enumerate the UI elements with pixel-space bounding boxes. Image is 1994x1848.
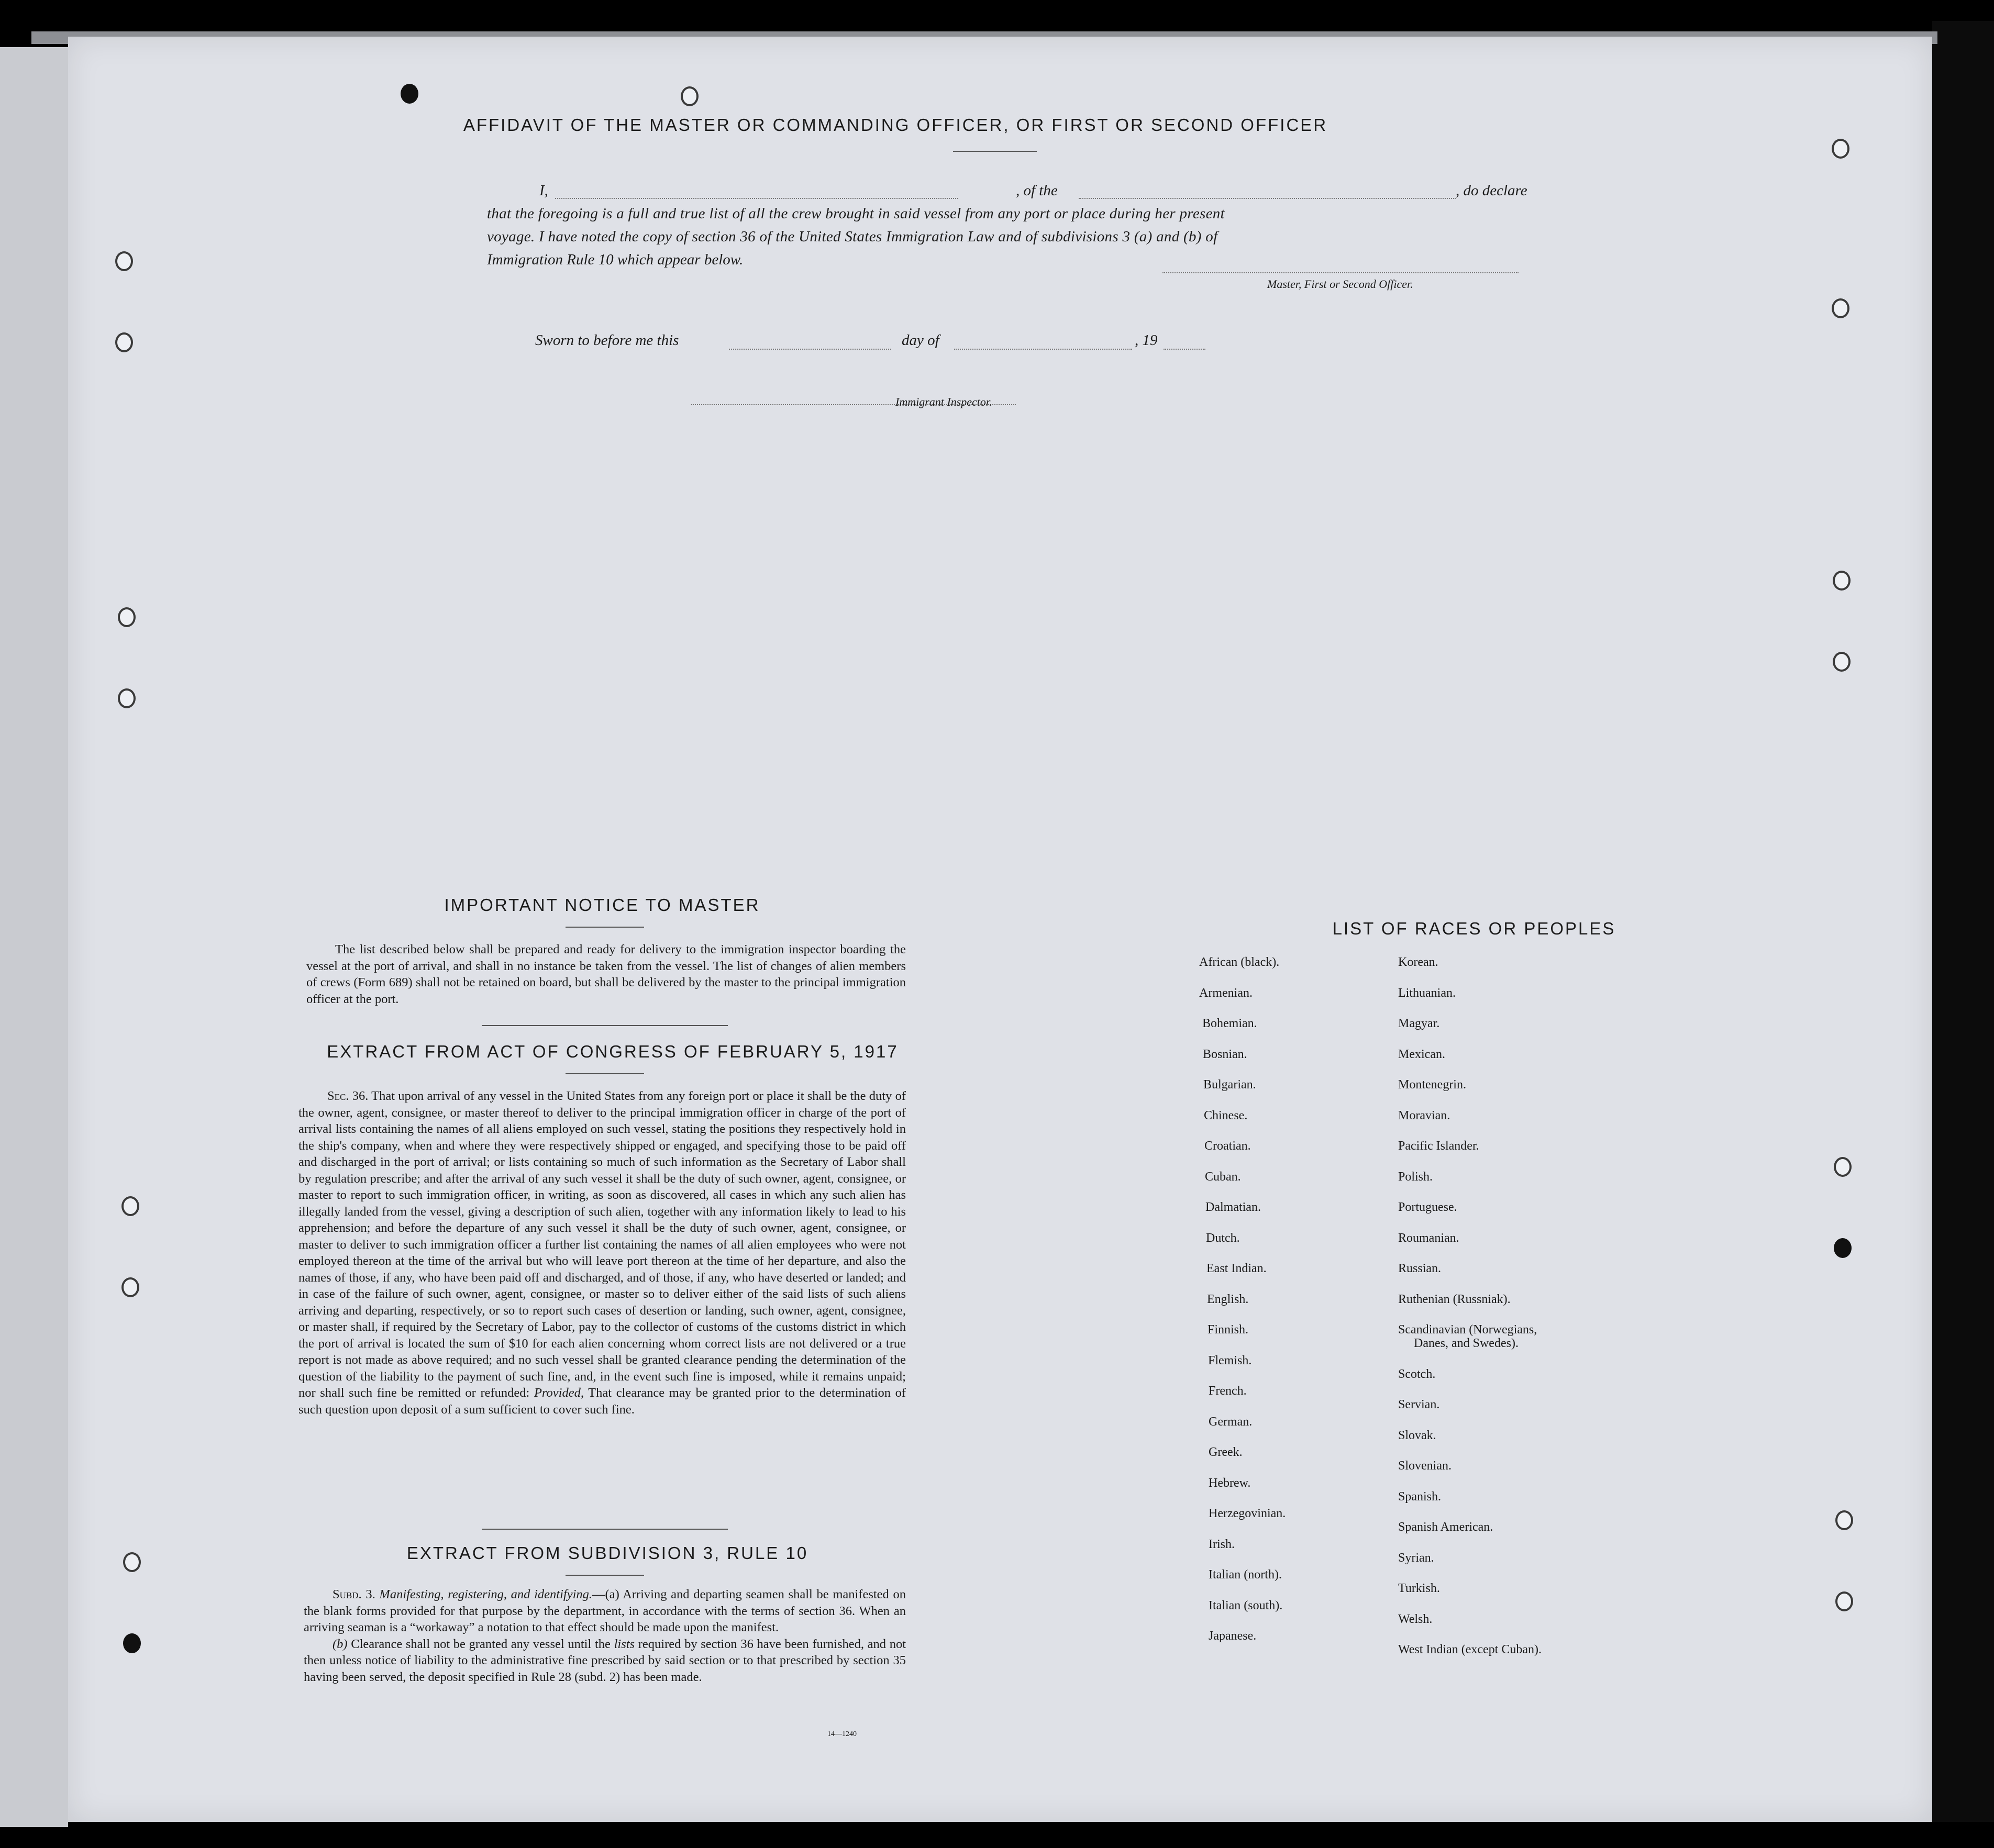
race-item: Japanese. (1209, 1629, 1257, 1643)
race-item: Korean. (1398, 955, 1438, 969)
race-item: Irish. (1209, 1537, 1235, 1551)
notice-title: IMPORTANT NOTICE TO MASTER (444, 895, 760, 915)
race-item: Slovak. (1398, 1428, 1436, 1442)
divider (566, 1575, 644, 1576)
punch-hole (118, 607, 136, 627)
race-item: Herzegovinian. (1209, 1507, 1286, 1520)
races-right-column (1398, 955, 1723, 1720)
divider (953, 151, 1037, 152)
divider (566, 1073, 644, 1074)
race-item: Scandinavian (Norwegians, (1398, 1323, 1537, 1337)
punch-hole (118, 688, 136, 708)
punch-hole (1835, 1591, 1853, 1611)
races-left-column (1199, 955, 1398, 1720)
race-item: Cuban. (1205, 1170, 1241, 1184)
race-item: Flemish. (1208, 1353, 1252, 1367)
race-item: Moravian. (1398, 1108, 1450, 1122)
punch-hole (123, 1633, 141, 1653)
race-item: Polish. (1398, 1170, 1433, 1184)
punch-hole (115, 332, 133, 352)
rule-para-b (304, 1636, 906, 1686)
race-item: Croatian. (1204, 1139, 1251, 1153)
race-item: Welsh. (1398, 1612, 1433, 1626)
race-item: Danes, and Swedes). (1414, 1337, 1519, 1350)
do-declare-label: , do declare (1456, 182, 1527, 199)
section-label: Sec. 36. (327, 1089, 369, 1103)
race-item: Chinese. (1204, 1108, 1248, 1122)
declaration-line: that the foregoing is a full and true list of all the crew brought in said vessel from any port or place during her present (487, 205, 1225, 222)
race-item: Magyar. (1398, 1017, 1440, 1030)
act-paragraph (298, 1088, 906, 1418)
sworn-month-field[interactable] (954, 329, 1132, 350)
document-page (68, 37, 1932, 1822)
races-title: LIST OF RACES OR PEOPLES (1332, 919, 1616, 938)
inspector-caption: Immigrant Inspector. (895, 395, 992, 408)
race-item: Ruthenian (Russniak). (1398, 1292, 1511, 1306)
para-b-lists: lists (614, 1637, 635, 1651)
notice-body (306, 941, 906, 1007)
race-item: East Indian. (1206, 1262, 1267, 1275)
act-extract-title: EXTRACT FROM ACT OF CONGRESS OF FEBRUARY 5, 1917 (327, 1042, 899, 1061)
punch-hole (681, 86, 699, 106)
punch-hole (123, 1552, 141, 1572)
rule-extract-body (304, 1586, 906, 1685)
race-item: Spanish. (1398, 1489, 1442, 1504)
act-text: That upon arrival of any vessel in the United States from any foreign port or place it shall be the duty of the owner, agent, consignee, or master thereof to deliver to the principal immigration officer in charge of the port of arrival lists containing the names of all aliens employed on such vessel, stating the positions they respectively hold in the ship's company, when and where they were respectively shipped or engaged, and specifying those to be paid off and discharged in the port of arrival; or lists containing so much of such information as the Secretary of Labor shall by regulation prescribe; and after the arrival of any such vessel it shall be the duty of such owner, agent, consignee, or master to report to such immigration officer, in writing, as soon as discovered, all cases in which any such alien has illegally landed from the vessel, giving a description of such alien, together with any information likely to lead to his apprehension; and before the departure of any such vessel it shall be the duty of such owner, agent, consignee, or master to deliver to such immigration officer a further list containing the names of all alien employees who were not employed thereon at the time of the arrival but who will leave port thereon at the time of her departure, and also the names of those, if any, who have been paid off and discharged, and of those, if any, who have deserted or landed; and in case of the failure of such owner, agent, consignee, or master so to deliver either of the said lists of such aliens arriving and departing, respectively, or so to report such cases of desertion or landing, such owner, agent, consignee, or master shall, if required by the Secretary of Labor, pay to the collector of customs of the customs district in which the port of arrival is located the sum of $10 for each alien concerning whom correct lists are not delivered or a true report is not made as above required; and no such vessel shall be granted clearance pending the determination of the question of the liability to the payment of such fine, and, in the event such fine is imposed, while it remains unpaid; nor shall such fine be remitted or refunded: (298, 1089, 906, 1400)
race-item: Finnish. (1208, 1323, 1249, 1337)
affidavit-title: AFFIDAVIT OF THE MASTER OR COMMANDING OFFICER, OR FIRST OR SECOND OFFICER (463, 115, 1328, 135)
race-item: West Indian (except Cuban). (1398, 1643, 1542, 1656)
race-item: Greek. (1209, 1445, 1243, 1459)
year-label: , 19 (1135, 332, 1158, 349)
of-the-label: , of the (1016, 182, 1058, 199)
race-item: Hebrew. (1209, 1476, 1251, 1490)
race-item: Slovenian. (1398, 1459, 1452, 1473)
race-item: English. (1207, 1292, 1249, 1306)
race-item: Spanish American. (1398, 1520, 1493, 1534)
day-of-label: day of (902, 332, 939, 349)
race-item: Dalmatian. (1205, 1200, 1261, 1214)
race-item: Portuguese. (1398, 1200, 1457, 1214)
punch-hole (1834, 1238, 1852, 1258)
provided-text: That clearance may be granted prior to the determination of such question upon deposit of a sum sufficient to cover such fine. (298, 1386, 906, 1417)
race-item: Roumanian. (1398, 1231, 1459, 1245)
race-item: African (black). (1199, 955, 1280, 969)
race-item: Scotch. (1398, 1367, 1436, 1381)
punch-hole (1835, 1510, 1853, 1530)
affidavit-declaration (487, 179, 1560, 271)
para-b-text: Clearance shall not be granted any vessel until the (351, 1637, 611, 1651)
race-item: Armenian. (1199, 986, 1253, 1000)
vessel-name-field[interactable] (1079, 179, 1456, 199)
punch-hole (121, 1196, 139, 1216)
race-item: Servian. (1398, 1398, 1440, 1411)
subd-label: Subd. 3. (333, 1587, 375, 1601)
divider (482, 1529, 728, 1530)
race-item: Russian. (1398, 1262, 1442, 1275)
para-a-text: —(a) Arriving and departing seamen shall be manifested on the blank forms provided for that purpose by the department, in accordance with the terms of section 36. When an arriving seaman is a “workaway” a notation to that effect should be made upon the manifest. (304, 1587, 906, 1634)
race-item: French. (1209, 1384, 1247, 1398)
divider (482, 1025, 728, 1026)
notice-text: The list described below shall be prepared and ready for delivery to the immigration inspector boarding the vessel at the port of arrival, and shall in no instance be taken from the vessel. The list of changes of alien members of crews (Form 689) shall not be retained on board, but shall be delivered by the master to the principal immigration officer at the port. (306, 942, 906, 1006)
race-item: Italian (north). (1209, 1568, 1282, 1582)
race-item: German. (1209, 1415, 1253, 1429)
divider (566, 927, 644, 928)
race-item: Montenegrin. (1398, 1078, 1466, 1092)
sworn-year-field[interactable] (1164, 329, 1205, 350)
race-item: Lithuanian. (1398, 986, 1456, 1000)
declaration-line: voyage. I have noted the copy of section 36 of the United States Immigration Law and of subdivisions 3 (a) and (b) of (487, 228, 1218, 245)
form-number: 14—1240 (827, 1730, 857, 1738)
right-margin-dark (1932, 21, 1994, 1822)
declaration-line: Immigration Rule 10 which appear below. (487, 251, 744, 268)
master-signature-caption: Master, First or Second Officer. (1267, 277, 1413, 291)
race-item: Bohemian. (1202, 1017, 1257, 1030)
race-item: Italian (south). (1209, 1598, 1283, 1612)
punch-hole (1832, 298, 1849, 318)
left-margin-strip (0, 47, 68, 1827)
i-label: I, (539, 182, 548, 199)
act-extract-body (298, 1088, 906, 1418)
rule-para-a (304, 1586, 906, 1636)
punch-hole (115, 251, 133, 271)
master-name-field[interactable] (555, 179, 958, 199)
race-item: Bulgarian. (1203, 1078, 1256, 1092)
subd-heading: Manifesting, registering, and identifying. (379, 1587, 593, 1601)
race-item: Syrian. (1398, 1551, 1434, 1565)
race-item: Pacific Islander. (1398, 1139, 1479, 1153)
para-b-text: required by section 36 have been furnished, and not then unless notice of liability to the administrative fine prescribed by said section or to that prescribed by section 35 having been served, the deposit specified in Rule 28 (subd. 2) has been made. (304, 1637, 906, 1684)
punch-hole (401, 84, 418, 104)
race-item: Dutch. (1206, 1231, 1240, 1245)
rule-extract-title: EXTRACT FROM SUBDIVISION 3, RULE 10 (406, 1543, 808, 1563)
master-signature-field[interactable] (1162, 271, 1519, 273)
provided-label: Provided, (534, 1386, 584, 1400)
sworn-label: Sworn to before me this (535, 332, 679, 349)
punch-hole (1834, 1157, 1852, 1177)
punch-hole (1832, 139, 1849, 159)
race-item: Bosnian. (1203, 1047, 1247, 1061)
punch-hole (1833, 571, 1851, 591)
race-item: Mexican. (1398, 1047, 1445, 1061)
para-b-label: (b) (333, 1637, 348, 1651)
sworn-line (535, 329, 1268, 353)
punch-hole (1833, 652, 1851, 672)
sworn-day-field[interactable] (729, 329, 891, 350)
race-item: Turkish. (1398, 1582, 1440, 1595)
punch-hole (121, 1277, 139, 1297)
